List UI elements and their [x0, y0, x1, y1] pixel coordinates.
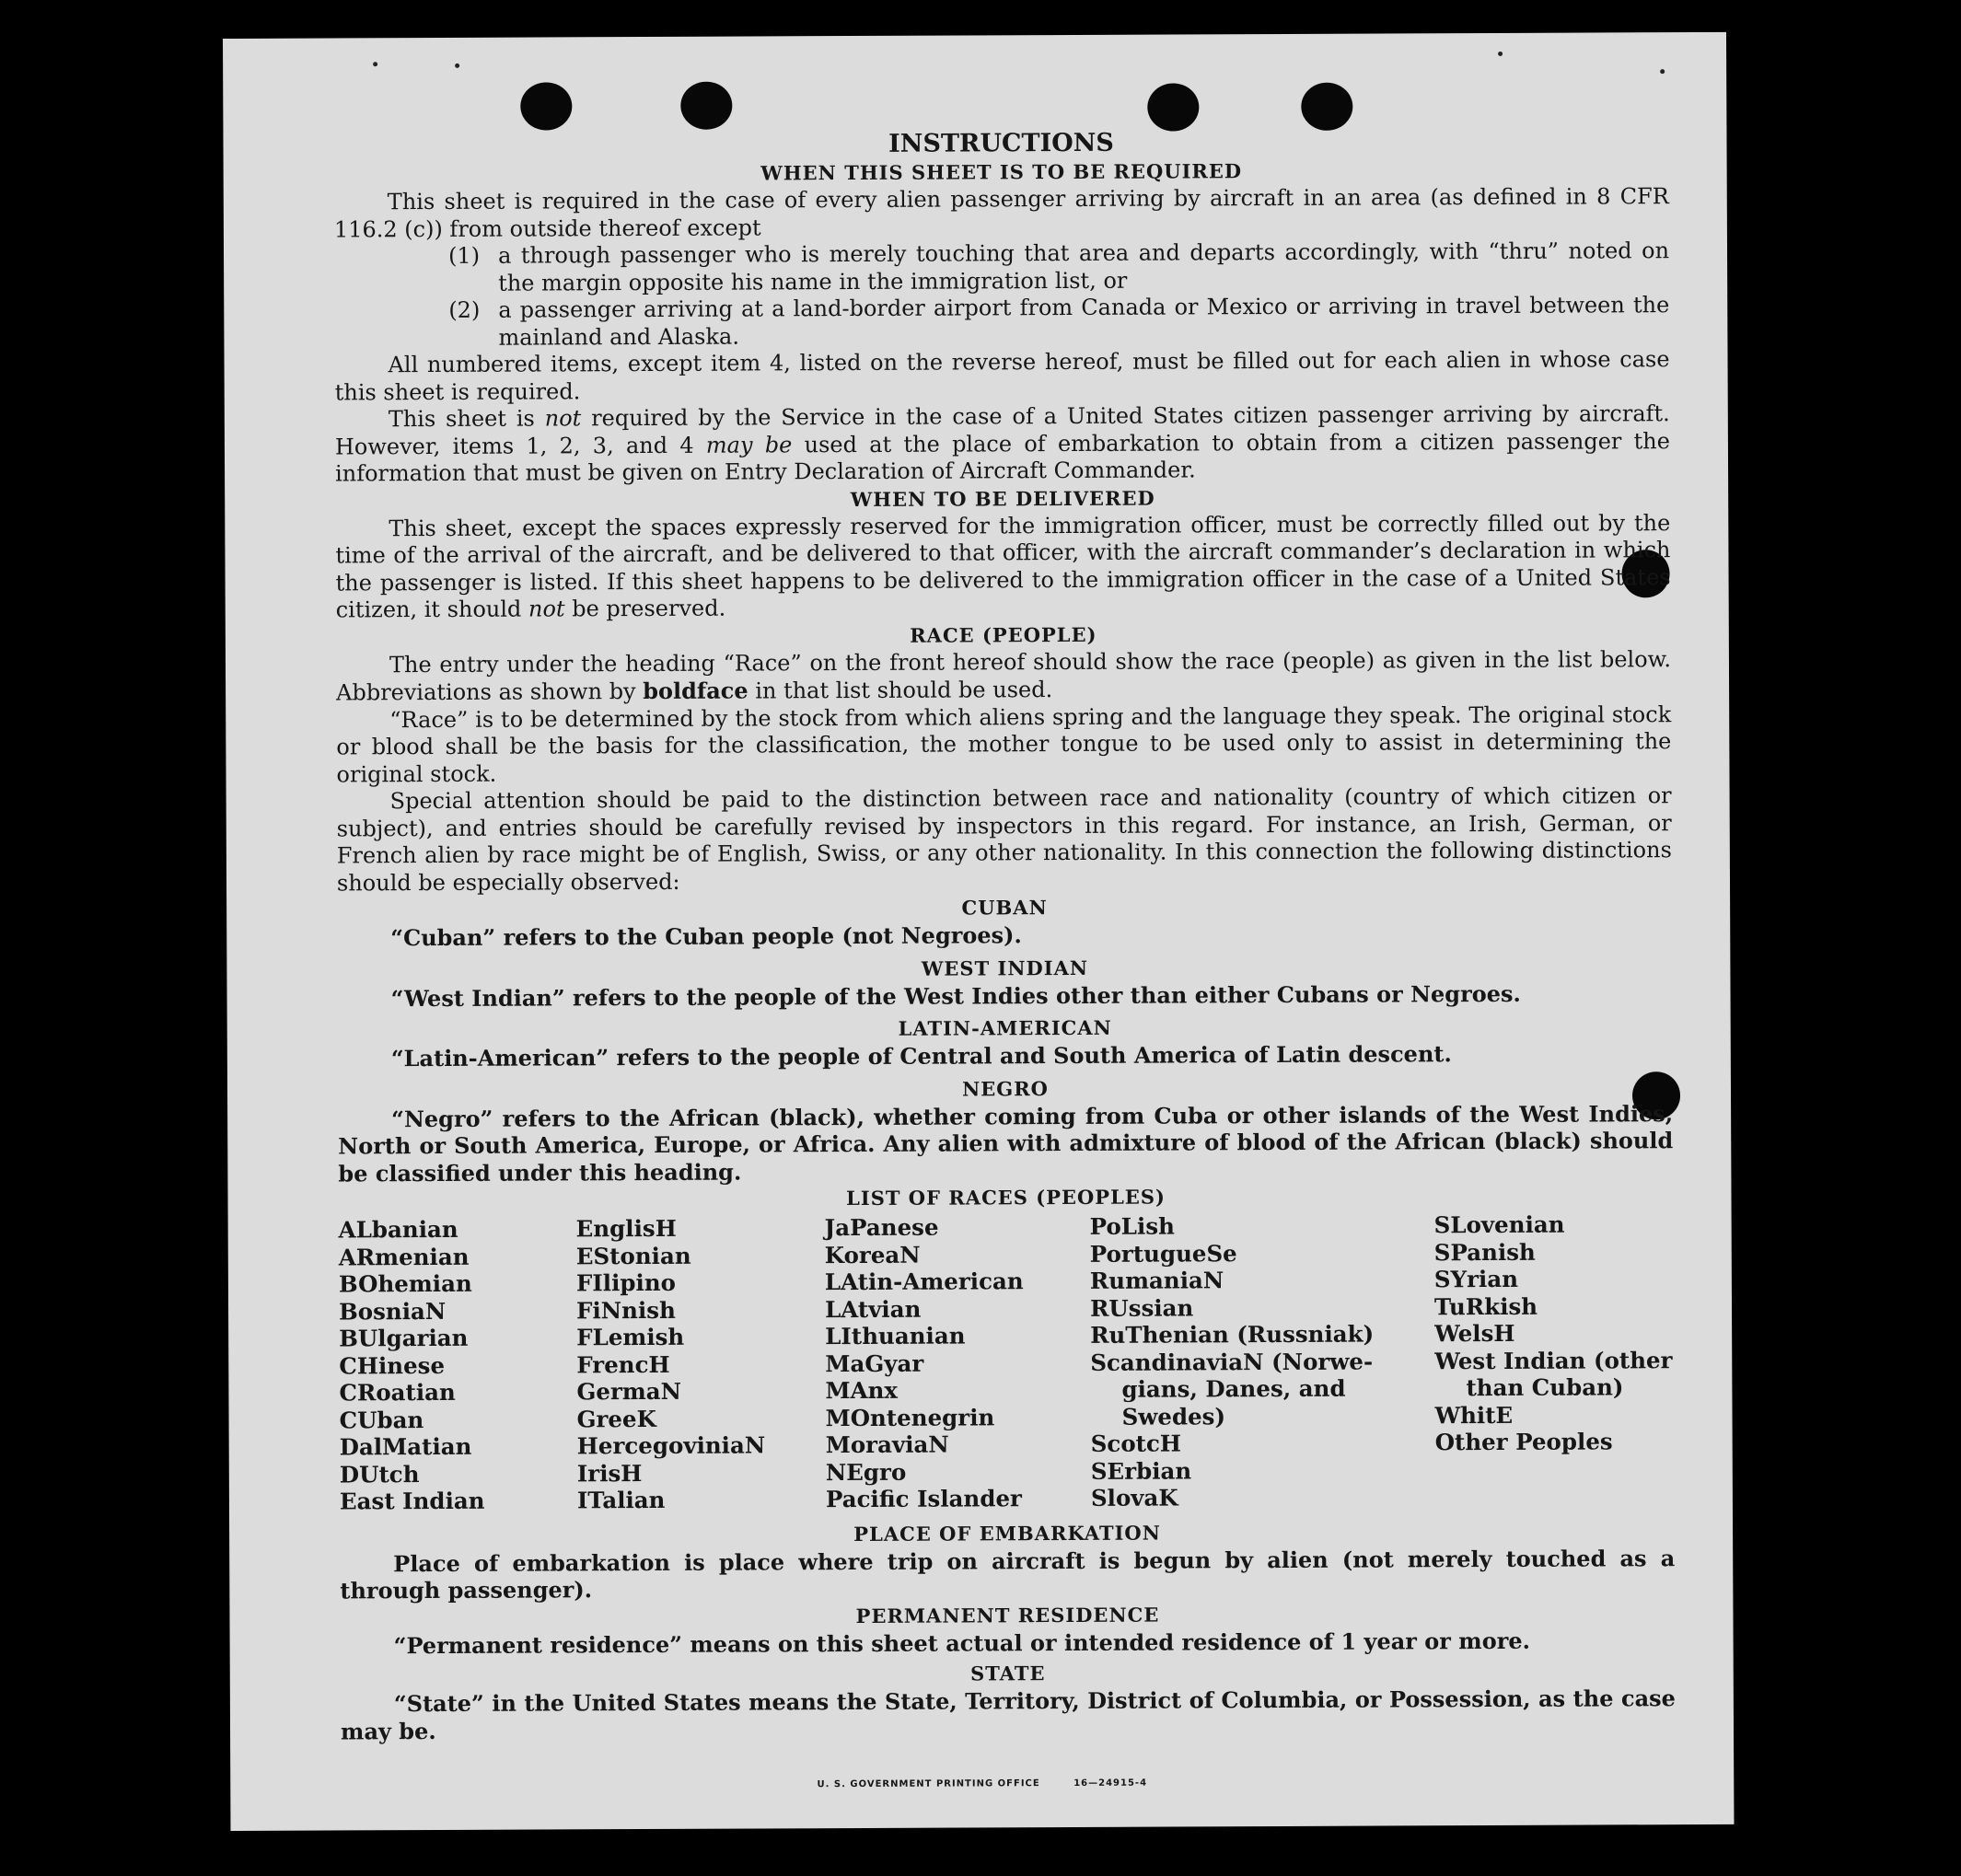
page-title: INSTRUCTIONS: [888, 128, 1114, 158]
paragraph: [335, 510, 1671, 624]
definition: “Permanent residence” means on this sheet actual or intended residence of 1 year or more.: [393, 1627, 1530, 1659]
text-run: used at the place of embarkation to obtain from a citizen passenger the information that must be given on Entry Declaration of Aircraft Commander.: [335, 427, 1670, 487]
document-sheet: [223, 32, 1734, 1831]
race-entry: gians, Danes, and: [1121, 1374, 1346, 1403]
heading-when-delivered: WHEN TO BE DELIVERED: [850, 486, 1155, 511]
punch-hole: [1147, 83, 1199, 131]
punch-hole: [520, 82, 572, 130]
race-entry: TuRkish: [1433, 1292, 1538, 1320]
race-entry: SErbian: [1090, 1456, 1192, 1485]
item-number: (2): [448, 296, 481, 323]
text-run: This sheet, except the spaces expressly reserved for the immigration officer, must be correctly filled out by the time of the arrival of the aircraft, and be delivered to that officer, with the aircraft commander’s declaration in which the passenger is listed. If this sheet happens to be delivered to the immigration officer in the case of a United States citizen, it should: [335, 509, 1671, 623]
race-entry: FrencH: [576, 1350, 670, 1378]
item-text: a passenger arriving at a land-border airport from Canada or Mexico or arriving in travel between the mainland and Alaska.: [498, 292, 1670, 351]
item-text: a through passenger who is merely touching that area and departs accordingly, with “thru” noted on the margin opposite his name in the immigration list, or: [497, 237, 1670, 296]
race-entry: FLemish: [576, 1323, 685, 1351]
race-entry: ARmenian: [338, 1243, 470, 1270]
race-entry: Other Peoples: [1434, 1428, 1613, 1456]
race-entry: SYrian: [1433, 1265, 1519, 1293]
races-column: [825, 1213, 1091, 1513]
emphasis: not: [544, 405, 582, 432]
list-item: [448, 292, 1669, 352]
race-entry: MaGyar: [825, 1349, 924, 1377]
race-entry: LIthuanian: [825, 1322, 966, 1350]
race-entry: BOhemian: [338, 1269, 472, 1298]
heading-embarkation: PLACE OF EMBARKATION: [853, 1521, 1161, 1546]
race-entry: EnglisH: [575, 1214, 677, 1243]
heading-race: RACE (PEOPLE): [910, 622, 1097, 647]
printer-footer: [230, 1776, 1734, 1792]
race-entry: WelsH: [1434, 1319, 1515, 1348]
heading-permanent-residence: PERMANENT RESIDENCE: [855, 1603, 1160, 1627]
speck: [373, 62, 377, 66]
emphasis: may be: [705, 431, 793, 458]
text-run: be preserved.: [564, 595, 726, 622]
speck: [455, 64, 459, 68]
item-number: (1): [447, 242, 481, 269]
race-entry: SPanish: [1433, 1238, 1536, 1266]
bold-text: boldface: [643, 677, 748, 705]
instructions-content: [333, 126, 1676, 1744]
printer-name: U. S. GOVERNMENT PRINTING OFFICE: [817, 1778, 1040, 1790]
paragraph: Special attention should be paid to the distinction between race and nationality (country of which citizen or subject), and entries should be carefully revised by inspectors in this regard. For instance, an Irish, German, or French alien by race might be of English, Swiss, or any other nationality. In this connection the following distinctions should be especially observed:: [336, 782, 1672, 896]
punch-hole: [680, 82, 732, 130]
race-entry: LAtin-American: [824, 1268, 1024, 1296]
speck: [1660, 69, 1665, 74]
race-entry: GermaN: [576, 1377, 682, 1406]
heading-state: STATE: [969, 1662, 1046, 1685]
paragraph: “Negro” refers to the African (black), whether coming from Cuba or other islands of the West Indies, North or South America, Europe, or Africa. Any alien with admixture of blood of the African (black) should be classified under this heading.: [338, 1099, 1674, 1187]
heading-west-indian: WEST INDIAN: [921, 955, 1089, 980]
race-entry: CRoatian: [339, 1378, 456, 1407]
form-code: 16—24915-4: [1073, 1778, 1148, 1789]
race-entry: MoraviaN: [825, 1430, 949, 1459]
races-column: [339, 1215, 577, 1515]
race-entry: WhitE: [1434, 1401, 1514, 1429]
race-entry: GreeK: [576, 1405, 656, 1432]
paragraph: [335, 400, 1670, 488]
race-entry: BosniaN: [338, 1297, 447, 1325]
race-entry: HercegoviniaN: [576, 1431, 766, 1460]
race-entry: ScandinaviaN (Norwe-: [1090, 1348, 1374, 1376]
paragraph: Place of embarkation is place where trip on aircraft is begun by alien (not merely touched as a through passenger).: [340, 1544, 1676, 1604]
speck: [1498, 52, 1503, 56]
paragraph: This sheet is required in the case of every alien passenger arriving by aircraft in an area (as defined in 8 CFR 116.2 (c)) from outside thereof except: [333, 183, 1669, 242]
definition: “Latin-American” refers to the people of Central and South America of Latin descent.: [390, 1040, 1452, 1072]
paragraph: All numbered items, except item 4, listed on the reverse hereof, must be filled out for each alien in whose case this sheet is required.: [334, 346, 1670, 405]
races-column: [1090, 1211, 1435, 1511]
race-entry: MAnx: [825, 1376, 899, 1405]
race-entry: JaPanese: [824, 1213, 939, 1242]
race-entry: ITalian: [576, 1486, 666, 1514]
race-entry: CUban: [339, 1406, 424, 1433]
race-entry: East Indian: [339, 1487, 485, 1515]
race-entry: BUlgarian: [339, 1324, 469, 1352]
text-run: This sheet is: [388, 405, 545, 433]
race-entry: PortugueSe: [1089, 1239, 1237, 1268]
list-item: [448, 237, 1669, 297]
definition: “West Indian” refers to the people of the West Indies other than either Cubans or Negroes.: [390, 979, 1521, 1012]
text-run: The entry under the heading “Race” on the front hereof should show the race (people) as given in the list below. Abbreviations as shown by: [336, 645, 1672, 706]
paragraph: “Race” is to be determined by the stock from which aliens spring and the language they speak. The original stock or blood shall be the basis for the classification, the mother tongue to be used only to assist in determining the original stock.: [336, 701, 1672, 787]
race-entry: Pacific Islander: [825, 1485, 1022, 1513]
race-entry: RUssian: [1089, 1293, 1194, 1322]
race-entry: LAtvian: [824, 1295, 922, 1323]
race-entry: NEgro: [825, 1458, 907, 1486]
race-entry: than Cuban): [1466, 1373, 1624, 1402]
definition: “Cuban” refers to the Cuban people (not Negroes).: [390, 921, 1022, 952]
race-entry: West Indian (other: [1434, 1346, 1673, 1374]
paragraph: “State” in the United States means the State, Territory, District of Columbia, or Possession, as the case may be.: [340, 1685, 1676, 1744]
race-entry: RuThenian (Russniak): [1090, 1320, 1375, 1349]
race-entry: DUtch: [339, 1460, 420, 1488]
race-entry: ALbanian: [338, 1215, 458, 1244]
heading-list-of-races: LIST OF RACES (PEOPLES): [846, 1185, 1166, 1210]
race-entry: MOntenegrin: [825, 1403, 995, 1431]
heading-negro: NEGRO: [961, 1076, 1049, 1101]
paragraph: [336, 646, 1671, 707]
race-entry: KoreaN: [824, 1241, 921, 1268]
text-run: required by the Service in the case of a United States citizen passenger arriving by aircraft. However, items 1, 2, 3, and 4: [334, 400, 1670, 459]
race-entry: CHinese: [339, 1351, 446, 1379]
race-entry: FIlipino: [575, 1268, 677, 1297]
race-entry: Swedes): [1121, 1402, 1226, 1430]
heading-cuban: CUBAN: [961, 896, 1048, 920]
punch-hole: [1301, 83, 1352, 131]
race-entry: IrisH: [576, 1459, 643, 1487]
heading-latin-american: LATIN-AMERICAN: [898, 1015, 1112, 1040]
races-column: [576, 1214, 826, 1514]
race-entry: EStonian: [575, 1242, 691, 1269]
heading-when-required: WHEN THIS SHEET IS TO BE REQUIRED: [760, 159, 1243, 185]
emphasis: not: [528, 596, 565, 622]
race-entry: PoLish: [1089, 1212, 1175, 1240]
races-column: [1434, 1210, 1675, 1511]
text-run: in that list should be used.: [748, 677, 1053, 704]
race-entry: FiNnish: [575, 1296, 676, 1324]
race-entry: RumaniaN: [1089, 1267, 1224, 1294]
race-entry: SLovenian: [1433, 1210, 1565, 1239]
race-entry: DalMatian: [339, 1432, 472, 1461]
race-entry: ScotcH: [1090, 1430, 1182, 1457]
races-list: [339, 1210, 1675, 1515]
race-entry: SlovaK: [1090, 1484, 1178, 1511]
